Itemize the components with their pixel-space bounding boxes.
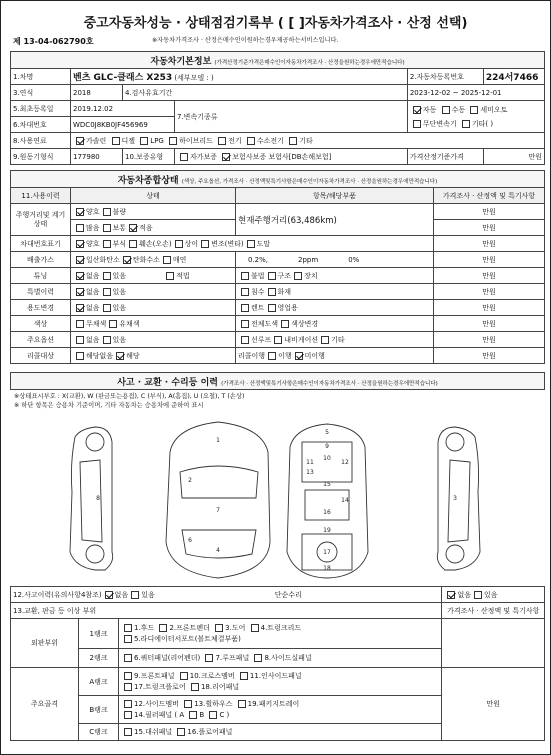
repair-yes-label: 있음 — [484, 590, 498, 599]
car-top-diagram — [166, 422, 270, 578]
odo-price: 만원 — [434, 204, 545, 220]
diagram-part-number: 18 — [323, 565, 331, 572]
special-price: 만원 — [434, 284, 545, 300]
part-10-checkbox[interactable] — [180, 672, 188, 680]
parts-price-label: 가격조사 · 산정액 및 특기사항 — [442, 603, 545, 619]
row-tuning-label: 튜닝 — [11, 268, 71, 284]
outer-label: 외판부위 — [11, 619, 79, 668]
color-change-checkbox[interactable] — [281, 320, 289, 328]
inspect-period: 2023-12-02 ~ 2025-12-01 — [407, 85, 544, 101]
trans-other-label: 기타( ) — [471, 119, 494, 128]
parts-label: 13.교환, 판금 등 이상 부위 — [11, 603, 442, 619]
trans-other-checkbox[interactable] — [462, 120, 470, 128]
reg-no-label: 2.자동차등록번호 — [407, 69, 483, 85]
tuning-legal-label: 적법 — [176, 271, 190, 280]
part-3-label: 3.도어 — [225, 623, 246, 632]
row-emission-label: 배출가스 — [11, 252, 71, 268]
emission-co-value: 0.2%, — [248, 255, 269, 264]
accident-none-label: 없음 — [114, 590, 129, 599]
fuel-h2-label: 수소전기 — [256, 136, 284, 145]
car-name-sub: (세부모델 : ) — [174, 74, 214, 82]
odo-good-label: 양호 — [86, 207, 100, 216]
part-6-label: 6.쿼터패널(리어펜더) — [134, 654, 201, 662]
legend-note: ※ 하단 항목은 승용차 기준이며, 기타 자동차는 승용차에 준하여 표시 — [14, 402, 204, 409]
part-14-checkbox[interactable] — [124, 711, 132, 719]
fuel-label: 8.사용연료 — [11, 133, 71, 149]
emission-smoke-value: 0% — [348, 255, 360, 264]
price-notice: ※자동차가격조사 · 산정은매수인이원하는경우제공하는서비스입니다. — [152, 37, 339, 44]
warranty-label: 10.보증유형 — [123, 149, 175, 165]
diagram-part-number: 8 — [96, 495, 100, 502]
diagram-part-number: 9 — [325, 443, 329, 450]
options-navi-checkbox[interactable] — [274, 336, 282, 344]
usage-biz-checkbox[interactable] — [268, 304, 276, 312]
diagram-part-number: 19 — [323, 527, 331, 534]
fuel-gas-checkbox[interactable] — [76, 137, 84, 145]
tuning-device-checkbox[interactable] — [294, 272, 302, 280]
warranty-self-checkbox[interactable] — [180, 153, 188, 161]
tuning-device-label: 장치 — [304, 271, 318, 280]
diagram-part-number: 7 — [216, 507, 220, 514]
row-color-label: 색상 — [11, 316, 71, 332]
options-sunroof-checkbox[interactable] — [241, 336, 249, 344]
special-yes-label: 있음 — [112, 287, 127, 296]
odo-bad-label: 불량 — [112, 207, 127, 216]
fuel-other-checkbox[interactable] — [289, 137, 297, 145]
special-yes-checkbox[interactable] — [103, 288, 111, 296]
special-fire-checkbox[interactable] — [268, 288, 276, 296]
price-base-unit: 만원 — [483, 149, 544, 165]
tuning-struct-checkbox[interactable] — [268, 272, 276, 280]
vin-dmg-label: 훼손(오손) — [139, 239, 172, 248]
vin-good-label: 양호 — [86, 239, 100, 248]
recall-done-checkbox[interactable] — [268, 352, 276, 360]
special-none-label: 없음 — [86, 287, 100, 296]
diagram-part-number: 5 — [325, 429, 329, 436]
vin-diff-checkbox[interactable] — [175, 240, 183, 248]
diagram-part-number: 12 — [341, 459, 349, 466]
color-full-label: 전체도색 — [251, 319, 279, 328]
part-7-label: 7.루프패널 — [215, 654, 250, 662]
document-number: 제 13-04-062790호 — [13, 37, 94, 46]
options-other-checkbox[interactable] — [321, 336, 329, 344]
row-special-label: 특별이력 — [11, 284, 71, 300]
car-right-side-diagram — [437, 427, 480, 570]
diagram-part-number: 2 — [188, 477, 192, 484]
part-16-checkbox[interactable] — [177, 728, 185, 736]
vin-corr-label: 부식 — [112, 239, 127, 248]
options-yes-checkbox[interactable] — [103, 336, 111, 344]
vin-good-checkbox[interactable] — [76, 240, 84, 248]
recall-undone-checkbox[interactable] — [295, 352, 303, 360]
accident-history-label: 12.사고이력(유의사항4참조) — [13, 590, 102, 599]
part-18-checkbox[interactable] — [191, 683, 199, 691]
trans-label: 7.변속기종류 — [175, 101, 408, 133]
basic-section-note: (가격산정기준가격은매수인이자동차가격조사 · 산정을원하는경우에만적습니다) — [214, 59, 405, 66]
part-11-checkbox[interactable] — [240, 672, 248, 680]
accident-section-title: 사고 · 교환 · 수리등 이력 — [117, 377, 218, 388]
vin-paint-checkbox[interactable] — [247, 240, 255, 248]
rankB-label: B랭크 — [79, 696, 119, 724]
vin-diff-label: 상이 — [184, 239, 199, 248]
vin-corr-checkbox[interactable] — [103, 240, 111, 248]
part-4-label: 4.트렁크리드 — [260, 623, 302, 632]
car-name: 벤츠 GLC-클래스 X253 — [73, 73, 173, 83]
pillar-b-label: B — [199, 710, 205, 719]
fuel-h2-checkbox[interactable] — [247, 137, 255, 145]
color-change-label: 색상변경 — [291, 319, 319, 328]
simple-repair-label: 단순수리 — [274, 590, 302, 599]
odo-low-label: 적음 — [139, 223, 153, 232]
odo-good-checkbox[interactable] — [76, 208, 84, 216]
recall-done-label: 리콜이행 — [238, 351, 266, 360]
part-5-label: 5.라디에이터서포트(볼트체결부품) — [134, 634, 241, 643]
emission-hc-checkbox[interactable] — [123, 256, 131, 264]
recall-done-yes-label: 이행 — [278, 351, 292, 360]
diagram-part-number: 1 — [216, 437, 220, 444]
rank2-label: 2랭크 — [79, 649, 119, 668]
trans-manual-checkbox[interactable] — [442, 106, 450, 114]
usage-none-checkbox[interactable] — [76, 304, 84, 312]
trans-auto-checkbox[interactable] — [413, 106, 421, 114]
repair-none-label: 없음 — [457, 590, 472, 599]
options-sunroof-label: 선루프 — [251, 335, 272, 344]
recall-undone-label: 미이행 — [304, 351, 325, 360]
part-9-label: 9.프론트패널 — [134, 671, 175, 680]
motor: 177980 — [71, 149, 123, 165]
tuning-price: 만원 — [434, 268, 545, 284]
fuel-diesel-checkbox[interactable] — [112, 137, 120, 145]
warranty-ins-label: 보험사보증 — [232, 152, 267, 161]
emission-price: 만원 — [434, 252, 545, 268]
part-19-label: 19.패키지트레이 — [247, 699, 300, 708]
fuel-elec-label: 전기 — [228, 136, 242, 145]
part-17-checkbox[interactable] — [124, 683, 132, 691]
odo-bad-checkbox[interactable] — [103, 208, 111, 216]
diagram-part-number: 6 — [188, 537, 192, 544]
fuel-lpg-label: LPG — [150, 136, 164, 145]
color-chro-checkbox[interactable] — [109, 320, 117, 328]
part-1-checkbox[interactable] — [124, 624, 132, 632]
fuel-other-label: 기타 — [299, 136, 313, 145]
pillar-b-checkbox[interactable] — [189, 711, 197, 719]
recall-yes-checkbox[interactable] — [116, 352, 124, 360]
part-16-label: 16.플로어패널 — [187, 728, 233, 736]
tuning-struct-label: 구조 — [277, 271, 292, 280]
pillar-c-label: C ) — [219, 710, 230, 719]
first-reg-label: 5.최초등록일 — [11, 101, 71, 117]
part-5-checkbox[interactable] — [124, 635, 132, 643]
col-price: 가격조사 · 산정액 및 특기사항 — [434, 188, 545, 204]
year: 2018 — [71, 85, 123, 101]
part-13-label: 13.휠하우스 — [194, 699, 233, 708]
emission-smoke-label: 매연 — [172, 255, 187, 264]
part-12-label: 12.사이드멤버 — [134, 699, 179, 708]
diagram-part-number: 10 — [323, 455, 331, 462]
odo-many-label: 많음 — [86, 223, 100, 232]
diagram-part-number: 4 — [216, 547, 220, 554]
recall-na-checkbox[interactable] — [76, 352, 84, 360]
col-use: 11.사용이력 — [11, 188, 71, 204]
warranty-self-label: 자가보증 — [190, 152, 218, 161]
trans-cvt-checkbox[interactable] — [413, 120, 421, 128]
accident-yes-label: 있음 — [141, 590, 155, 599]
fuel-lpg-checkbox[interactable] — [140, 137, 148, 145]
basic-info-table — [10, 51, 545, 165]
tuning-legal-checkbox[interactable] — [166, 272, 174, 280]
rankA-label: A랭크 — [79, 668, 119, 696]
special-none-checkbox[interactable] — [76, 288, 84, 296]
diagram-part-number: 14 — [341, 497, 349, 504]
diagram-part-number: 15 — [323, 481, 331, 488]
usage-price: 만원 — [434, 300, 545, 316]
accident-yes-checkbox[interactable] — [131, 591, 139, 599]
color-chro-label: 유채색 — [119, 319, 140, 328]
current-mileage: 현재주행거리(63,486km) — [236, 204, 434, 236]
tuning-illegal-checkbox[interactable] — [241, 272, 249, 280]
diagram-part-number: 13 — [306, 469, 314, 476]
trans-semi-label: 세미오토 — [480, 105, 508, 114]
diagram-part-number: 11 — [306, 459, 314, 466]
rankC-label: C랭크 — [79, 724, 119, 741]
part-17-label: 17.트렁크플로어 — [134, 682, 186, 691]
diagram-part-number: 17 — [323, 549, 331, 556]
warranty-ins-checkbox[interactable] — [222, 153, 230, 161]
vin-dmg-checkbox[interactable] — [129, 240, 137, 248]
trans-cvt-label: 무단변속기 — [422, 119, 457, 128]
part-10-label: 10.크로스멤버 — [189, 671, 235, 680]
part-12-checkbox[interactable] — [124, 700, 132, 708]
part-15-checkbox[interactable] — [124, 728, 132, 736]
part-15-label: 15.대쉬패널 — [134, 728, 173, 736]
form-title: 중고자동차성능 · 상태점검기록부 ( [ ]자동차가격조사 · 산정 선택) — [83, 16, 468, 31]
special-flood-checkbox[interactable] — [241, 288, 249, 296]
part-3-checkbox[interactable] — [215, 624, 223, 632]
trans-manual-label: 수동 — [451, 105, 466, 114]
accident-header — [10, 372, 545, 390]
options-navi-label: 내비게이션 — [284, 335, 319, 344]
emission-hc-label: 탄화수소 — [132, 255, 160, 264]
odo-many-checkbox[interactable] — [76, 224, 84, 232]
status-table — [10, 170, 545, 364]
vin-alter-label: 변조(변타) — [211, 239, 244, 248]
recall-yes-label: 해당 — [126, 351, 140, 360]
part-4-checkbox[interactable] — [251, 624, 259, 632]
repair-yes-checkbox[interactable] — [474, 591, 482, 599]
emission-smoke-checkbox[interactable] — [163, 256, 171, 264]
recall-na-label: 해당없음 — [86, 351, 114, 360]
odo2-price: 만원 — [434, 220, 545, 236]
basic-section-title: 자동차기본정보 — [150, 56, 212, 67]
part-11-label: 11.인사이드패널 — [249, 671, 302, 680]
frame-price: 만원 — [442, 668, 545, 741]
part-19-checkbox[interactable] — [238, 700, 246, 708]
odo-normal-label: 보통 — [112, 223, 127, 232]
diagram-part-number: 16 — [323, 509, 331, 516]
row-odometer-label: 주행거리및 계기상태 — [11, 204, 71, 236]
part-7-checkbox[interactable] — [205, 654, 213, 662]
options-none-checkbox[interactable] — [76, 336, 84, 344]
fuel-elec-checkbox[interactable] — [218, 137, 226, 145]
usage-biz-label: 영업용 — [277, 303, 298, 312]
motor-label: 9.원동기형식 — [11, 149, 71, 165]
special-fire-label: 화재 — [277, 287, 292, 296]
main-frame-label: 주요골격 — [11, 668, 79, 741]
emission-co-label: 일산화탄소 — [86, 255, 120, 264]
row-recall-label: 리콜대상 — [11, 348, 71, 364]
row-usage-label: 용도변경 — [11, 300, 71, 316]
fuel-hybrid-checkbox[interactable] — [169, 137, 177, 145]
part-6-checkbox[interactable] — [124, 654, 132, 662]
trans-auto-label: 자동 — [422, 105, 437, 114]
col-state: 상태 — [71, 188, 236, 204]
status-section-title: 자동차종합상태 — [117, 175, 179, 186]
color-price: 만원 — [434, 316, 545, 332]
options-price: 만원 — [434, 332, 545, 348]
col-item: 항목/해당부품 — [236, 188, 434, 204]
tuning-yes-label: 있음 — [112, 271, 127, 280]
vin-label: 6.차대번호 — [11, 117, 71, 133]
accident-none-checkbox[interactable] — [105, 591, 113, 599]
tuning-none-label: 없음 — [86, 271, 100, 280]
part-1-label: 1.후드 — [134, 623, 155, 632]
inspect-period-label: 4.검사유효기간 — [123, 85, 408, 101]
part-9-checkbox[interactable] — [124, 672, 132, 680]
tuning-none-checkbox[interactable] — [76, 272, 84, 280]
part-14-label: 14.필러패널 ( A — [134, 710, 185, 719]
row-vin-label: 차대번호표기 — [11, 236, 71, 252]
first-reg: 2019.12.02 — [71, 101, 175, 117]
trans-semi-checkbox[interactable] — [470, 106, 478, 114]
usage-yes-label: 있음 — [112, 303, 127, 312]
vin-alter-checkbox[interactable] — [201, 240, 209, 248]
repair-none-checkbox[interactable] — [447, 591, 455, 599]
reg-no: 224서7466 — [483, 69, 544, 85]
emission-co-checkbox[interactable] — [76, 256, 84, 264]
accident-section-note: (가격조사 · 산정액및특기사항은매수인이자동차가격조사 · 산정을원하는경우에만적습니다) — [221, 380, 438, 387]
vin: WDC0J8KB0JF456969 — [71, 117, 175, 133]
vin-paint-label: 도말 — [256, 239, 271, 248]
part-18-label: 18.리어패널 — [200, 682, 240, 691]
options-none-label: 없음 — [86, 335, 100, 344]
part-8-label: 8.사이드실패널 — [264, 654, 312, 662]
parts-table — [10, 586, 545, 741]
usage-rent-checkbox[interactable] — [241, 304, 249, 312]
usage-yes-checkbox[interactable] — [103, 304, 111, 312]
status-section-note: (색상, 주요옵션, 가격조사 · 산정액및특기사항은매수인이자동차가격조사 · 산정을원하는경우에만적습니다) — [181, 178, 438, 185]
color-achro-label: 무채색 — [86, 319, 107, 328]
tuning-yes-checkbox[interactable] — [103, 272, 111, 280]
row-options-label: 주요옵션 — [11, 332, 71, 348]
part-2-checkbox[interactable] — [159, 624, 167, 632]
car-diagram — [0, 402, 551, 585]
car-name-label: 1.차명 — [11, 69, 71, 85]
recall-price: 만원 — [434, 348, 545, 364]
vin-price: 만원 — [434, 236, 545, 252]
rank1-label: 1랭크 — [79, 619, 119, 649]
tuning-illegal-label: 불법 — [251, 271, 265, 280]
diagram-part-number: 3 — [453, 495, 457, 502]
options-yes-label: 있음 — [112, 335, 127, 344]
usage-rent-label: 렌트 — [251, 303, 265, 312]
options-other-label: 기타 — [331, 335, 345, 344]
fuel-diesel-label: 디젤 — [121, 136, 136, 145]
car-left-side-diagram — [70, 427, 113, 570]
legend-text: ※상태표시부호 : X(교환), W (판금또는용접), C (부식), A(흠집), U (요철), T (손상) — [14, 393, 245, 400]
odo-normal-checkbox[interactable] — [103, 224, 111, 232]
color-achro-checkbox[interactable] — [76, 320, 84, 328]
color-full-checkbox[interactable] — [241, 320, 249, 328]
part-13-checkbox[interactable] — [184, 700, 192, 708]
warranty-note: 보험사[DB손해보험] — [268, 152, 332, 161]
emission-hc-value: 2ppm — [298, 255, 319, 264]
part-2-label: 2.프론트펜더 — [169, 623, 210, 632]
price-base-label: 가격산정기준가격 — [407, 149, 483, 165]
year-label: 3.연식 — [11, 85, 71, 101]
part-8-checkbox[interactable] — [254, 654, 262, 662]
fuel-hybrid-label: 하이브리드 — [179, 136, 213, 145]
usage-none-label: 없음 — [86, 303, 100, 312]
odo-low-checkbox[interactable] — [129, 224, 137, 232]
pillar-c-checkbox[interactable] — [209, 711, 217, 719]
special-flood-label: 침수 — [251, 287, 265, 296]
fuel-gas-label: 가솔린 — [86, 136, 107, 145]
